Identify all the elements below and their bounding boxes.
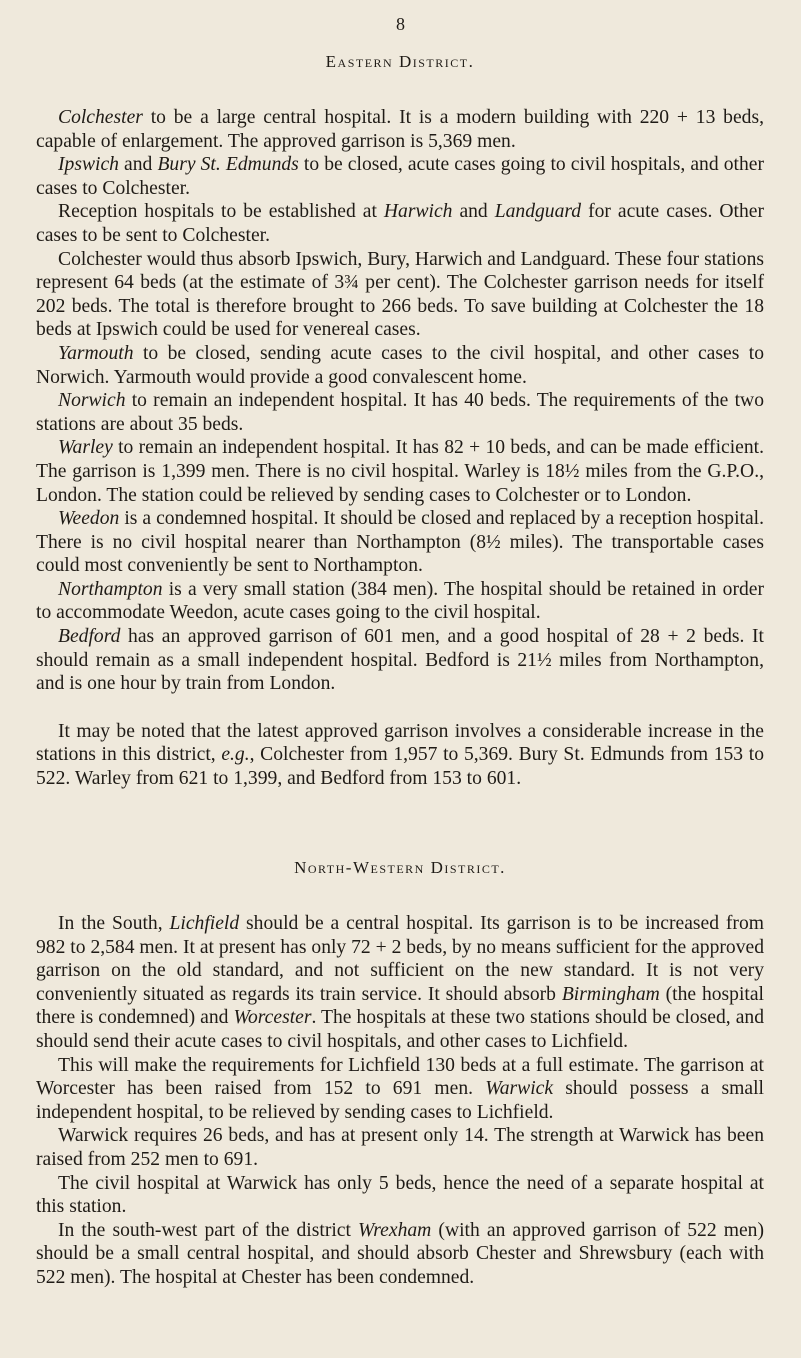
paragraph-text: is a very small station (384 men). The hospital should be retained in order to accommodate Weedon, acute cases going to the civil hospital. (36, 578, 764, 624)
place-name: Weedon (58, 508, 120, 530)
paragraph (36, 1219, 764, 1290)
paragraph-text: , Colchester from 1,957 to 5,369. Bury St. Edmunds from 153 to 522. Warley from 621 to 1,399, and Bedford from 153 to 601. (36, 744, 764, 790)
paragraph-text: Colchester would thus absorb Ipswich, Bury, Harwich and Landguard. These four stations represent 64 beds (at the estimate of 3¾ per cent). The Colchester garrison needs for itself 202 beds. The total is therefore brought to 266 beds. To save building at Colchester the 18 beds at Ipswich could be used for venereal cases. (36, 248, 764, 341)
paragraph-text: (the hospital there is condemned) and (36, 983, 764, 1029)
paragraph-text: The civil hospital at Warwick has only 5 beds, hence the need of a separate hospital at this station. (36, 1172, 764, 1218)
place-name: Landguard (494, 201, 582, 223)
paragraph-text: for acute cases. Other cases to be sent to Colchester. (36, 201, 765, 246)
paragraph (36, 1172, 764, 1219)
paragraph (36, 389, 764, 436)
section-heading: North-Western District. (294, 858, 506, 877)
section-body (36, 912, 764, 1290)
section-body (36, 106, 764, 791)
paragraph-text: has an approved garrison of 601 men, and a good hospital of 28 + 2 beds. It should remain as a small independent hospital. Bedford is 21½ miles from Northampton, and is one hour by train from London. (36, 626, 764, 695)
place-name: Bedford (58, 626, 121, 648)
paragraph-text: to be closed, acute cases going to civil hospitals, and other cases to Colchester. (36, 154, 764, 199)
paragraph (36, 436, 764, 507)
place-name: Warwick (485, 1078, 554, 1100)
paragraph-text: Warwick requires 26 beds, and has at present only 14. The strength at Warwick has been raised from 252 men to 691. (36, 1125, 764, 1170)
paragraph (36, 248, 764, 342)
paragraph (36, 578, 764, 625)
place-name: Northampton (58, 578, 163, 600)
place-name: Harwich (383, 201, 453, 223)
paragraph (36, 200, 764, 247)
paragraph-text: to remain an independent hospital. It has 82 + 10 beds, and can be made efficient. The garrison is 1,399 men. There is no civil hospital. Warley is 18½ miles from the G.P.O., London. The station could be relieved by sending cases to Colchester or to London. (36, 437, 764, 506)
paragraph (36, 507, 764, 578)
paragraph-text: In the south-west part of the district (58, 1219, 359, 1241)
place-name: Wrexham (358, 1219, 432, 1241)
paragraph-text: to remain an independent hospital. It has 40 beds. The requirements of the two stations are about 35 beds. (36, 390, 764, 435)
place-name: Colchester (58, 107, 143, 128)
paragraph-gap (36, 696, 764, 720)
place-name: e.g. (221, 744, 250, 766)
place-name: Yarmouth (58, 342, 134, 364)
paragraph-text: to be a large central hospital. It is a modern building with 220 + 13 beds, capable of enlargement. The approved garrison is 5,369 men. (36, 107, 764, 152)
place-name: Worcester (233, 1007, 312, 1029)
place-name: Birmingham (561, 983, 660, 1005)
paragraph (36, 720, 764, 791)
paragraph (36, 153, 764, 200)
paragraph-text: . The hospitals at these two stations should be closed, and should send their acute cases to civil hospitals, and other cases to Lichfield. (36, 1007, 765, 1052)
place-name: Norwich (58, 390, 126, 412)
paragraph (36, 1124, 764, 1171)
paragraph-text: Reception hospitals to be established at (58, 201, 384, 223)
paragraph (36, 1054, 764, 1125)
section-heading: Eastern District. (325, 52, 475, 71)
paragraph-text: is a condemned hospital. It should be closed and replaced by a reception hospital. There is no civil hospital nearer than Northampton (8½ miles). The transportable cases could most conveniently be sent to Northampton. (36, 508, 764, 577)
paragraph (36, 625, 764, 696)
section-eastern-district (36, 52, 764, 791)
place-name: Bury St. Edmunds (157, 154, 299, 176)
place-name: Lichfield (169, 913, 240, 934)
place-name: Warley (58, 437, 113, 459)
paragraph (36, 106, 764, 153)
paragraph-text: In the South, (58, 913, 170, 934)
paragraph-text: should possess a small independent hospital, to be relieved by sending cases to Lichfield. (36, 1078, 764, 1123)
paragraph (36, 912, 764, 1054)
paragraph-text: to be closed, sending acute cases to the civil hospital, and other cases to Norwich. Yarmouth would provide a good convalescent home. (36, 342, 764, 388)
paragraph-text: (with an approved garrison of 522 men) should be a small central hospital, and should absorb Chester and Shrewsbury (each with 522 men). The hospital at Chester has been condemned. (36, 1219, 764, 1288)
paragraph-text: and (118, 154, 158, 176)
paragraph-text: This will make the requirements for Lichfield 130 beds at a full estimate. The garrison at Worcester has been raised from 152 to 691 men. (36, 1054, 764, 1100)
paragraph-text: and (452, 201, 495, 223)
page-number: 8 (396, 14, 405, 34)
place-name: Ipswich (58, 154, 119, 176)
paragraph-text: should be a central hospital. Its garrison is to be increased from 982 to 2,584 men. It at present has only 72 + 2 beds, by no means sufficient for the approved garrison on the old standard, and not sufficient on the new standard. It is not very conveniently situated as regards its train service. It should absorb (36, 913, 764, 1005)
paragraph-text: It may be noted that the latest approved garrison involves a considerable increase in the stations in this district, (36, 720, 764, 766)
section-north-western-district (36, 858, 764, 1290)
paragraph (36, 342, 764, 389)
